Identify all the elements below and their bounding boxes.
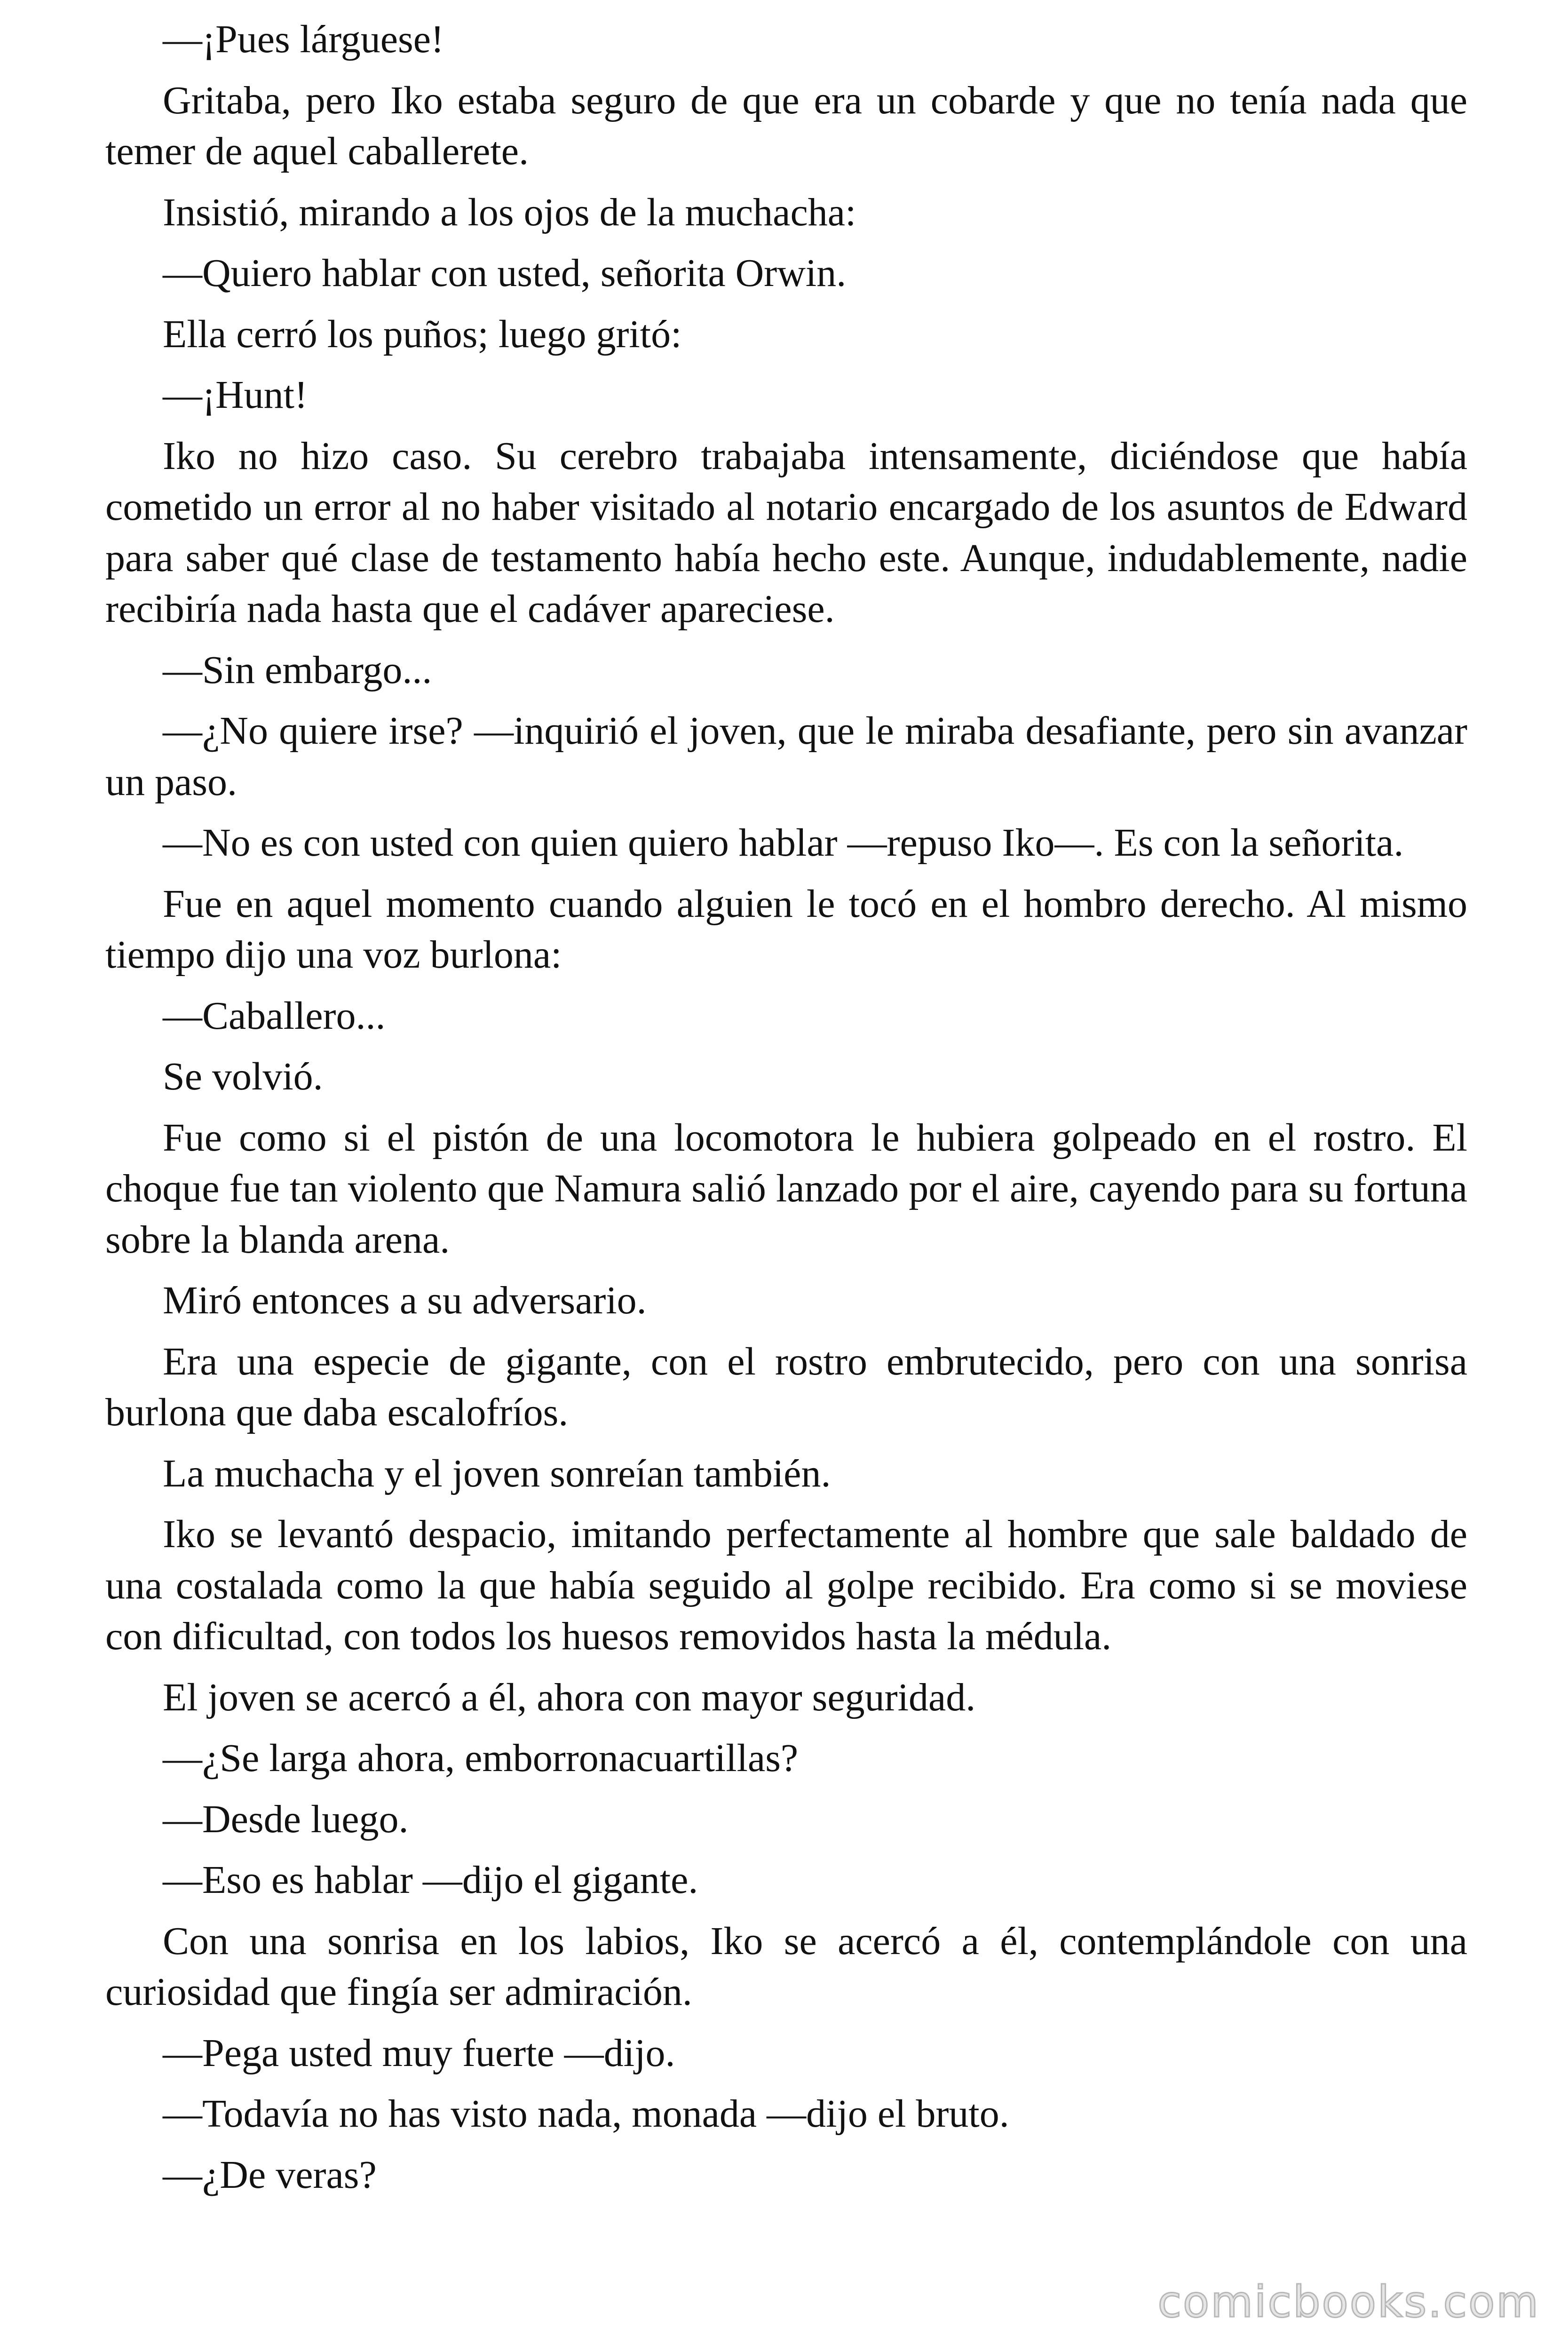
- watermark: comicbooks.com: [1157, 2277, 1540, 2327]
- paragraph-3: Insistió, mirando a los ojos de la muchacha:: [163, 190, 856, 234]
- paragraph-5: Ella cerró los puños; luego gritó:: [163, 312, 682, 356]
- paragraph-11: Fue en aquel momento cuando alguien le tocó en el hombro derecho. Al mismo tiempo dijo una voz burlona:: [105, 882, 1467, 977]
- paragraph-22: —Eso es hablar —dijo el gigante.: [163, 1858, 698, 1902]
- paragraph-15: Miró entonces a su adversario.: [163, 1279, 647, 1322]
- page-text-body: [105, 14, 1467, 2210]
- paragraph-21: —Desde luego.: [163, 1797, 409, 1841]
- paragraph-1: —¡Pues lárguese!: [163, 17, 444, 61]
- paragraph-13: Se volvió.: [163, 1055, 323, 1098]
- paragraph-8: —Sin embargo...: [163, 648, 432, 692]
- paragraph-4: —Quiero hablar con usted, señorita Orwin.: [163, 251, 847, 295]
- paragraph-18: Iko se levantó despacio, imitando perfectamente al hombre que sale baldado de una costalada como la que había seguido al golpe recibido. Era como si se moviese con dificultad, con todos los huesos removidos hasta la médula.: [105, 1512, 1467, 1658]
- paragraph-19: El joven se acercó a él, ahora con mayor seguridad.: [163, 1675, 976, 1719]
- paragraph-24: —Pega usted muy fuerte —dijo.: [163, 2031, 675, 2075]
- paragraph-20: —¿Se larga ahora, emborronacuartillas?: [163, 1736, 799, 1780]
- paragraph-2: Gritaba, pero Iko estaba seguro de que era un cobarde y que no tenía nada que temer de aquel caballerete.: [105, 78, 1467, 173]
- paragraph-17: La muchacha y el joven sonreían también.: [163, 1451, 831, 1495]
- paragraph-7: Iko no hizo caso. Su cerebro trabajaba intensamente, diciéndose que había cometido un error al no haber visitado al notario encargado de los asuntos de Edward para saber qué clase de testamento había hecho este. Aunque, indudablemente, nadie recibiría nada hasta que el cadáver apareciese.: [105, 434, 1467, 631]
- paragraph-6: —¡Hunt!: [163, 373, 308, 417]
- paragraph-16: Era una especie de gigante, con el rostro embrutecido, pero con una sonrisa burlona que daba escalofríos.: [105, 1339, 1467, 1434]
- paragraph-9: —¿No quiere irse? —inquirió el joven, que le miraba desafiante, pero sin avanzar un paso.: [105, 709, 1467, 804]
- paragraph-14: Fue como si el pistón de una locomotora le hubiera golpeado en el rostro. El choque fue tan violento que Namura salió lanzado por el aire, cayendo para su fortuna sobre la blanda arena.: [105, 1115, 1467, 1262]
- paragraph-23: Con una sonrisa en los labios, Iko se acercó a él, contemplándole con una curiosidad que fingía ser admiración.: [105, 1919, 1467, 2014]
- paragraph-10: —No es con usted con quien quiero hablar —repuso Iko—. Es con la señorita.: [163, 821, 1404, 865]
- paragraph-25: —Todavía no has visto nada, monada —dijo el bruto.: [163, 2092, 1009, 2136]
- paragraph-26: —¿De veras?: [163, 2153, 377, 2197]
- paragraph-12: —Caballero...: [163, 993, 386, 1038]
